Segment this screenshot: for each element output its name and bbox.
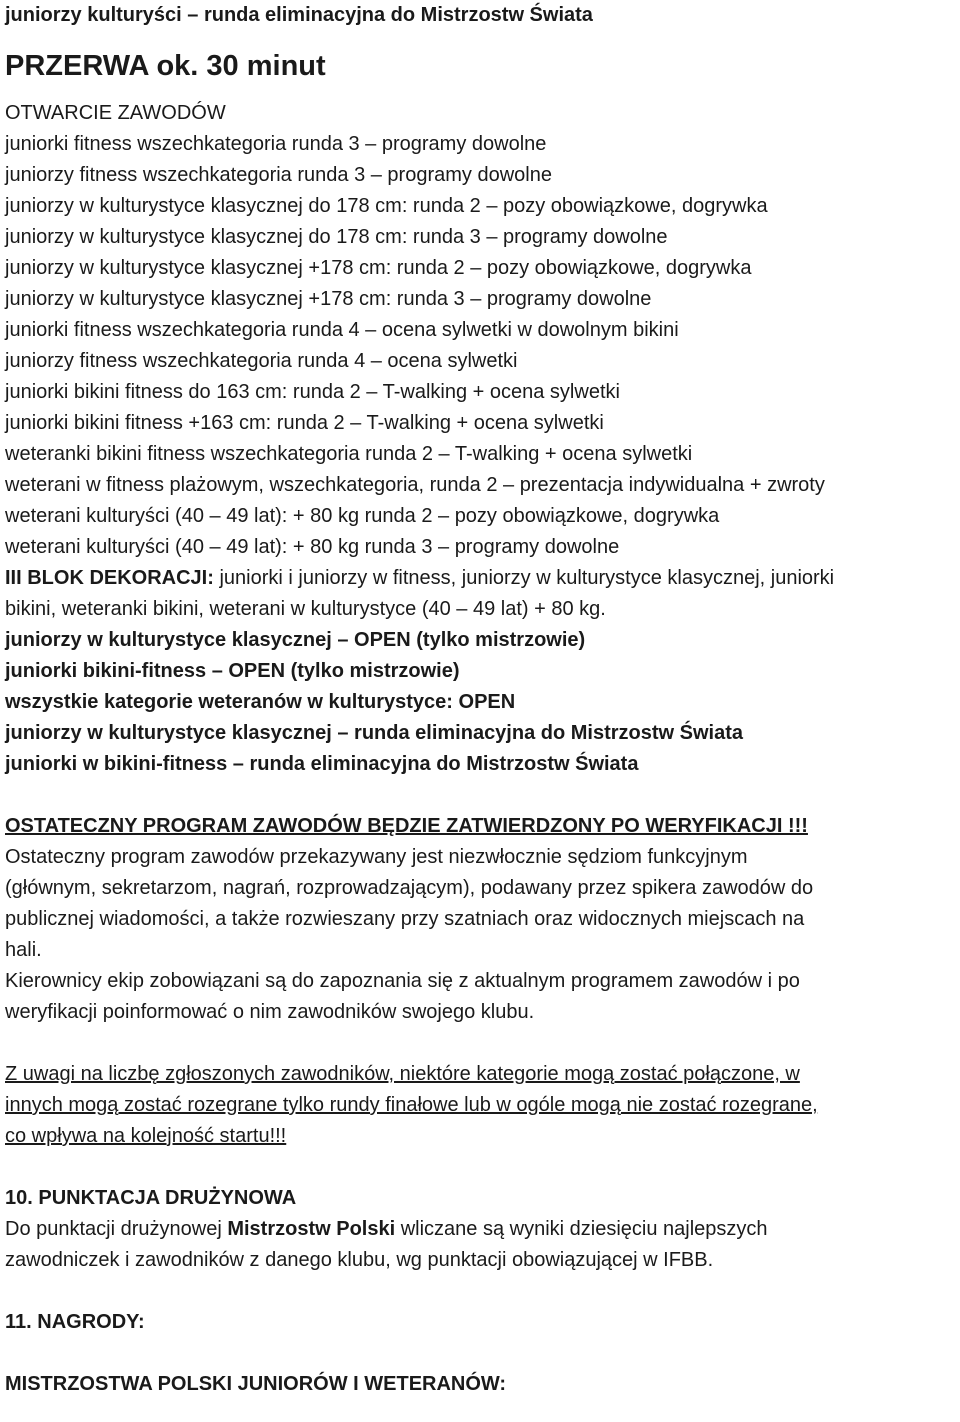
notice-line: Z uwagi na liczbę zgłoszonych zawodników, niektóre kategorie mogą zostać połączone, w bbox=[5, 1063, 800, 1085]
final-program-paragraph bbox=[5, 842, 957, 966]
award-block-label: III BLOK DEKORACJI: bbox=[5, 567, 214, 589]
award-block-text-continued: bikini, weteranki bikini, weterani w kulturystyce (40 – 49 lat) + 80 kg. bbox=[5, 598, 606, 620]
schedule-item: juniorzy fitness wszechkategoria runda 4 – ocena sylwetki bbox=[5, 350, 518, 372]
team-leaders-paragraph bbox=[5, 966, 957, 1028]
award-block-3 bbox=[5, 563, 957, 625]
bold-schedule-item: juniorki w bikini-fitness – runda eliminacyjna do Mistrzostw Świata bbox=[5, 753, 639, 775]
award-block-text: juniorki i juniorzy w fitness, juniorzy w kulturystyce klasycznej, juniorki bbox=[213, 567, 835, 589]
opening-heading: OTWARCIE ZAWODÓW bbox=[5, 102, 226, 124]
break-heading: PRZERWA ok. 30 minut bbox=[5, 50, 326, 82]
section-10-line-2: zawodniczek i zawodników z danego klubu, wg punktacji obowiązującej w IFBB. bbox=[5, 1249, 714, 1271]
schedule-item: juniorzy fitness wszechkategoria runda 3 – programy dowolne bbox=[5, 164, 552, 186]
header-line: juniorzy kulturyści – runda eliminacyjna do Mistrzostw Świata bbox=[5, 4, 593, 26]
schedule-item: juniorki bikini fitness +163 cm: runda 2 – T-walking + ocena sylwetki bbox=[5, 412, 604, 434]
notice-line: innych mogą zostać rozegrane tylko rundy finałowe lub w ogóle mogą nie zostać rozegrane, bbox=[5, 1094, 818, 1116]
paragraph-line: hali. bbox=[5, 939, 42, 961]
schedule-item: juniorki fitness wszechkategoria runda 3 – programy dowolne bbox=[5, 133, 547, 155]
final-program-heading: OSTATECZNY PROGRAM ZAWODÓW BĘDZIE ZATWIERDZONY PO WERYFIKACJI !!! bbox=[5, 815, 808, 837]
schedule-item: weterani kulturyści (40 – 49 lat): + 80 kg runda 2 – pozy obowiązkowe, dogrywka bbox=[5, 505, 720, 527]
bold-schedule-item: juniorzy w kulturystyce klasycznej – OPEN (tylko mistrzowie) bbox=[5, 629, 586, 651]
section-10-heading: 10. PUNKTACJA DRUŻYNOWA bbox=[5, 1187, 297, 1209]
paragraph-line: Ostateczny program zawodów przekazywany jest niezwłocznie sędziom funkcyjnym bbox=[5, 846, 748, 868]
notice-line: co wpływa na kolejność startu!!! bbox=[5, 1125, 287, 1147]
paragraph-line: Kierownicy ekip zobowiązani są do zapoznania się z aktualnym programem zawodów i po bbox=[5, 970, 800, 992]
schedule-item: weteranki bikini fitness wszechkategoria runda 2 – T-walking + ocena sylwetki bbox=[5, 443, 693, 465]
document-page bbox=[5, 0, 957, 1400]
bold-schedule-item: wszystkie kategorie weteranów w kulturystyce: OPEN bbox=[5, 691, 516, 713]
schedule-item: juniorzy w kulturystyce klasycznej +178 cm: runda 2 – pozy obowiązkowe, dogrywka bbox=[5, 257, 752, 279]
section-10-text: wliczane są wyniki dziesięciu najlepszych bbox=[395, 1218, 768, 1240]
bold-schedule-item: juniorki bikini-fitness – OPEN (tylko mistrzowie) bbox=[5, 660, 460, 682]
section-10-line bbox=[5, 1214, 957, 1245]
schedule-item: juniorzy w kulturystyce klasycznej do 178 cm: runda 2 – pozy obowiązkowe, dogrywka bbox=[5, 195, 768, 217]
schedule-item: juniorzy w kulturystyce klasycznej +178 cm: runda 3 – programy dowolne bbox=[5, 288, 652, 310]
schedule-item: juniorki fitness wszechkategoria runda 4 – ocena sylwetki w dowolnym bikini bbox=[5, 319, 679, 341]
notice-paragraph bbox=[5, 1059, 957, 1152]
paragraph-line: publicznej wiadomości, a także rozwieszany przy szatniach oraz widocznych miejscach na bbox=[5, 908, 805, 930]
schedule-item: weterani w fitness plażowym, wszechkategoria, runda 2 – prezentacja indywidualna + zwroty bbox=[5, 474, 825, 496]
section-11-heading: 11. NAGRODY: bbox=[5, 1311, 145, 1333]
schedule-item: juniorki bikini fitness do 163 cm: runda 2 – T-walking + ocena sylwetki bbox=[5, 381, 620, 403]
final-heading: MISTRZOSTWA POLSKI JUNIORÓW I WETERANÓW: bbox=[5, 1373, 507, 1395]
paragraph-line: weryfikacji poinformować o nim zawodników swojego klubu. bbox=[5, 1001, 535, 1023]
championship-name: Mistrzostw Polski bbox=[227, 1218, 396, 1240]
paragraph-line: (głównym, sekretarzom, nagrań, rozprowadzającym), podawany przez spikera zawodów do bbox=[5, 877, 814, 899]
schedule-list bbox=[5, 129, 957, 563]
bold-schedule-item: juniorzy w kulturystyce klasycznej – runda eliminacyjna do Mistrzostw Świata bbox=[5, 722, 744, 744]
bold-schedule-list bbox=[5, 625, 957, 780]
schedule-item: weterani kulturyści (40 – 49 lat): + 80 kg runda 3 – programy dowolne bbox=[5, 536, 620, 558]
section-10-text: Do punktacji drużynowej bbox=[5, 1218, 228, 1240]
schedule-item: juniorzy w kulturystyce klasycznej do 178 cm: runda 3 – programy dowolne bbox=[5, 226, 668, 248]
